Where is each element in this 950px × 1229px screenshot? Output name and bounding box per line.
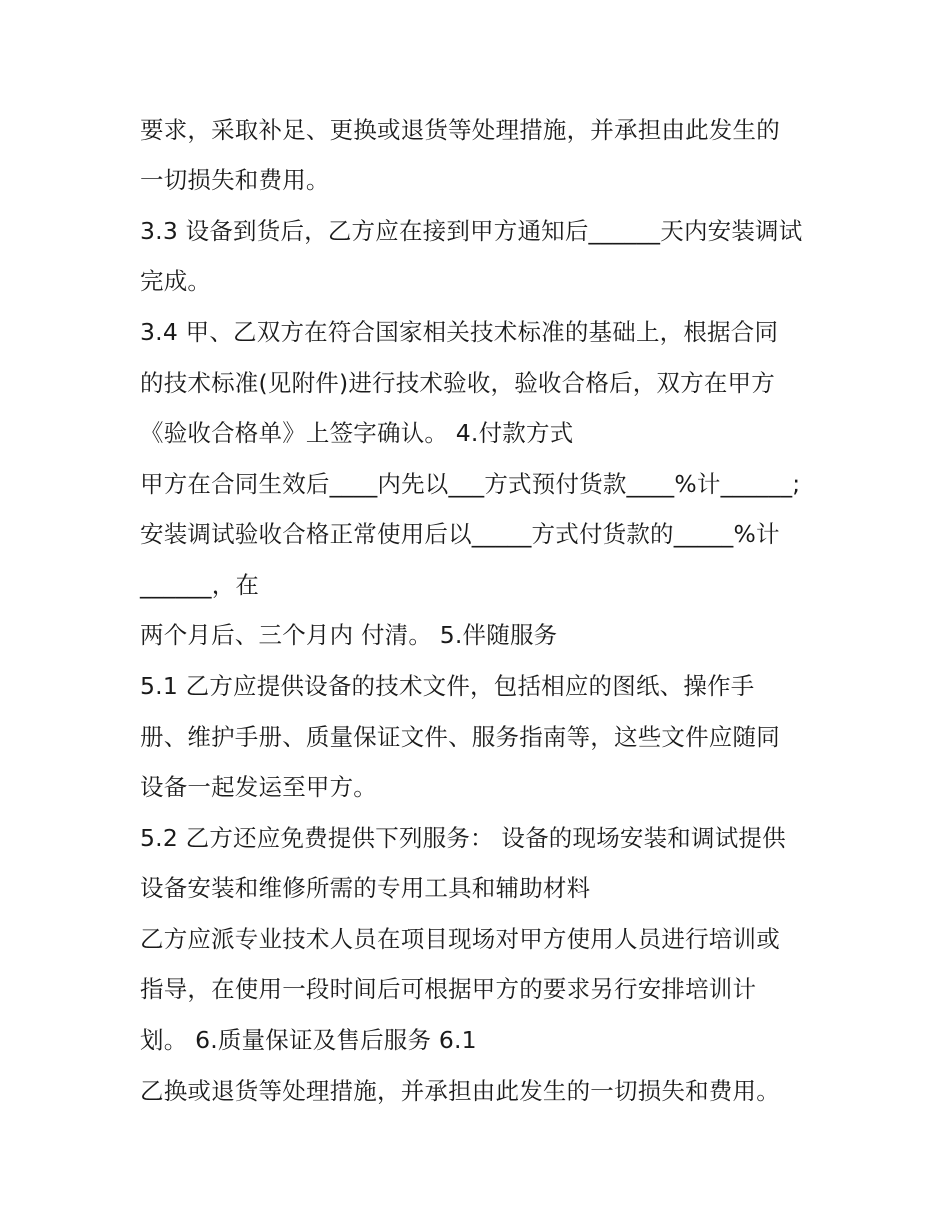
text-line: 5.2 乙方还应免费提供下列服务： 设备的现场安装和调试提供 — [140, 824, 786, 852]
text-line: ______，在 — [140, 571, 260, 599]
text-line: 3.4 甲、乙双方在符合国家相关技术标准的基础上，根据合同 — [140, 318, 779, 346]
text-line: 要求，采取补足、更换或退货等处理措施，并承担由此发生的 — [140, 116, 780, 144]
text-line: 指导，在使用一段时间后可根据甲方的要求另行安排培训计 — [140, 975, 757, 1003]
text-line: 3.3 设备到货后，乙方应在接到甲方通知后______天内安装调试 — [140, 217, 803, 245]
text-line: 设备一起发运至甲方。 — [140, 773, 377, 801]
text-line: 乙换或退货等处理措施，并承担由此发生的一切损失和费用。 — [140, 1077, 780, 1105]
text-line: 乙方应派专业技术人员在项目现场对甲方使用人员进行培训或 — [140, 925, 780, 953]
text-line: 两个月后、三个月内 付清。 5.伴随服务 — [140, 621, 558, 649]
text-line: 册、维护手册、质量保证文件、服务指南等，这些文件应随同 — [140, 723, 780, 751]
text-line: 安装调试验收合格正常使用后以_____方式付货款的_____%计 — [140, 520, 780, 548]
text-line: 《验收合格单》上签字确认。 4.付款方式 — [140, 419, 574, 447]
text-line: 一切损失和费用。 — [140, 166, 330, 194]
text-line: 的技术标准(见附件)进行技术验收，验收合格后，双方在甲方 — [140, 369, 775, 397]
text-line: 完成。 — [140, 267, 212, 295]
text-line: 划。 6.质量保证及售后服务 6.1 — [140, 1026, 477, 1054]
text-line: 甲方在合同生效后____内先以___方式预付货款____%计______; — [140, 470, 801, 498]
text-line: 5.1 乙方应提供设备的技术文件，包括相应的图纸、操作手 — [140, 672, 755, 700]
text-line: 设备安装和维修所需的专用工具和辅助材料 — [140, 874, 591, 902]
